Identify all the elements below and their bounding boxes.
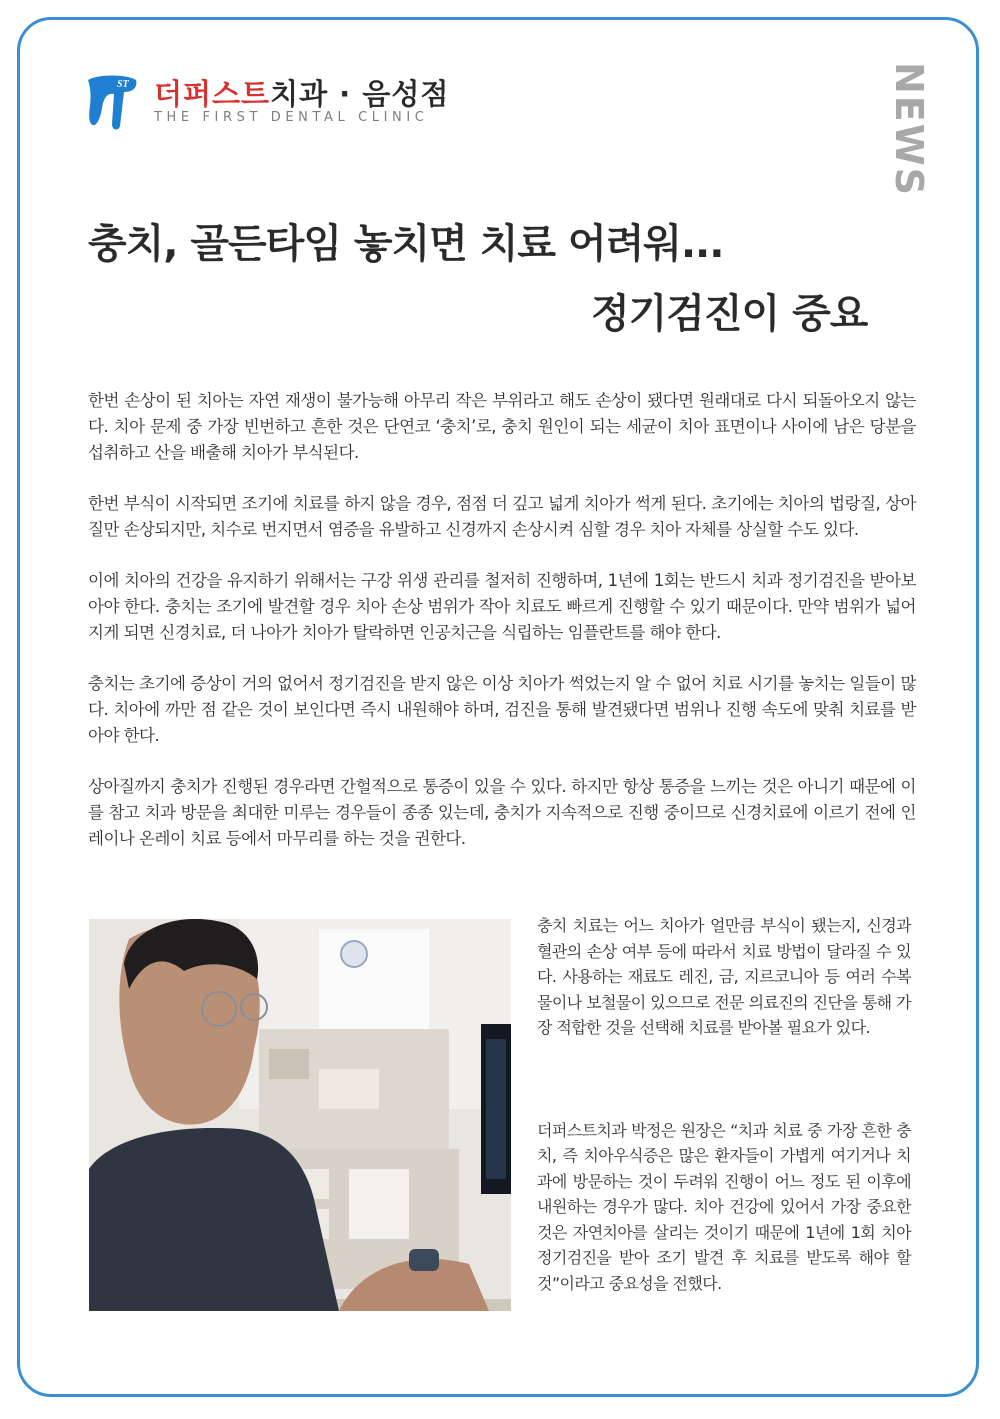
headline-line-1: 충치, 골든타임 놓치면 치료 어려워... bbox=[88, 221, 724, 267]
news-tag-label: NEWS bbox=[887, 62, 931, 198]
article-paragraph: 한번 손상이 된 치아는 자연 재생이 불가능해 아무리 작은 부위라고 해도 손상이 됐다면 원래대로 다시 되돌아오지 않는다. 치아 문제 중 가장 빈번하고 흔한 것은 단연코 ‘충치’로, 충치 원인이 되는 세균이 치아 표면이나 사이에 남은 당분을 섭취하고 산을 배출해 치아가 부식된다. bbox=[88, 391, 916, 462]
article-paragraph: 충치는 초기에 증상이 거의 없어서 정기검진을 받지 않은 이상 치아가 썩었는지 알 수 없어 치료 시기를 놓치는 일들이 많다. 치아에 까만 점 같은 것이 보인다면 즉시 내원해야 하며, 검진을 통해 발견됐다면 범위나 진행 속도에 맞춰 치료를 받아야 한다. bbox=[88, 674, 916, 745]
paragraph-spacer bbox=[537, 1066, 911, 1118]
article-paragraph: 이에 치아의 건강을 유지하기 위해서는 구강 위생 관리를 철저히 진행하며, 1년에 1회는 반드시 치과 정기검진을 받아보아야 한다. 충치는 조기에 발견할 경우 치아 손상 범위가 작아 치료도 빠르게 진행할 수 있기 때문이다. 만약 범위가 넓어지게 되면 신경치료, 더 나아가 치아가 탈락하면 인공치근을 식립하는 임플란트를 해야 한다. bbox=[88, 571, 916, 642]
doctor-at-monitor-illustration bbox=[89, 919, 511, 1311]
clinic-name-brand: 더퍼스트 bbox=[154, 77, 271, 111]
article-paragraph: 상아질까지 충치가 진행된 경우라면 간헐적으로 통증이 있을 수 있다. 하지만 항상 통증을 느끼는 것은 아니기 때문에 이를 참고 치과 방문을 최대한 미루는 경우들이 종종 있는데, 충치가 지속적으로 진행 중이므로 신경치료에 이르기 전에 인레이나 온레이 치료 등에서 마무리를 하는 것을 권한다. bbox=[88, 777, 916, 848]
news-tag bbox=[883, 62, 931, 198]
clinic-name-branch: 치과 · 음성점 bbox=[270, 77, 450, 111]
article-paragraph: 한번 부식이 시작되면 조기에 치료를 하지 않을 경우, 점점 더 깊고 넓게 치아가 썩게 된다. 초기에는 치아의 법랑질, 상아질만 손상되지만, 치수로 번지면서 염증을 유발하고 신경까지 손상시켜 심할 경우 치아 자체를 상실할 수도 있다. bbox=[88, 494, 916, 539]
article-body bbox=[88, 388, 916, 877]
sidebar-text bbox=[537, 913, 911, 1321]
headline-line-2: 정기검진이 중요 bbox=[591, 291, 868, 337]
tooth-logo-icon bbox=[84, 74, 140, 132]
clinic-subtitle: THE FIRST DENTAL CLINIC bbox=[154, 110, 429, 125]
clinic-name bbox=[154, 72, 449, 113]
logo-badge: ST bbox=[117, 79, 129, 90]
side-paragraph: 충치 치료는 어느 치아가 얼만큼 부식이 됐는지, 신경과 혈관의 손상 여부 등에 따라서 치료 방법이 달라질 수 있다. 사용하는 재료도 레진, 금, 지르코니아 등 여러 수복물이나 보철물이 있으므로 전문 의료진의 진단을 통해 가장 적합한 것을 선택해 치료를 받아볼 필요가 있다. bbox=[537, 916, 911, 1037]
side-paragraph: 더퍼스트치과 박정은 원장은 “치과 치료 중 가장 흔한 충치, 즉 치아우식증은 많은 환자들이 가볍게 여기거나 치과에 방문하는 것이 두려워 진행이 어느 정도 된 이후에 내원하는 경우가 많다. 치아 건강에 있어서 가장 중요한 것은 자연치아를 살리는 것이기 때문에 1년에 1회 치아 정기검진을 받아 조기 발견 후 치료를 받도록 해야 할 것”이라고 중요성을 전했다. bbox=[537, 1120, 911, 1293]
doctor-photo bbox=[89, 919, 511, 1311]
